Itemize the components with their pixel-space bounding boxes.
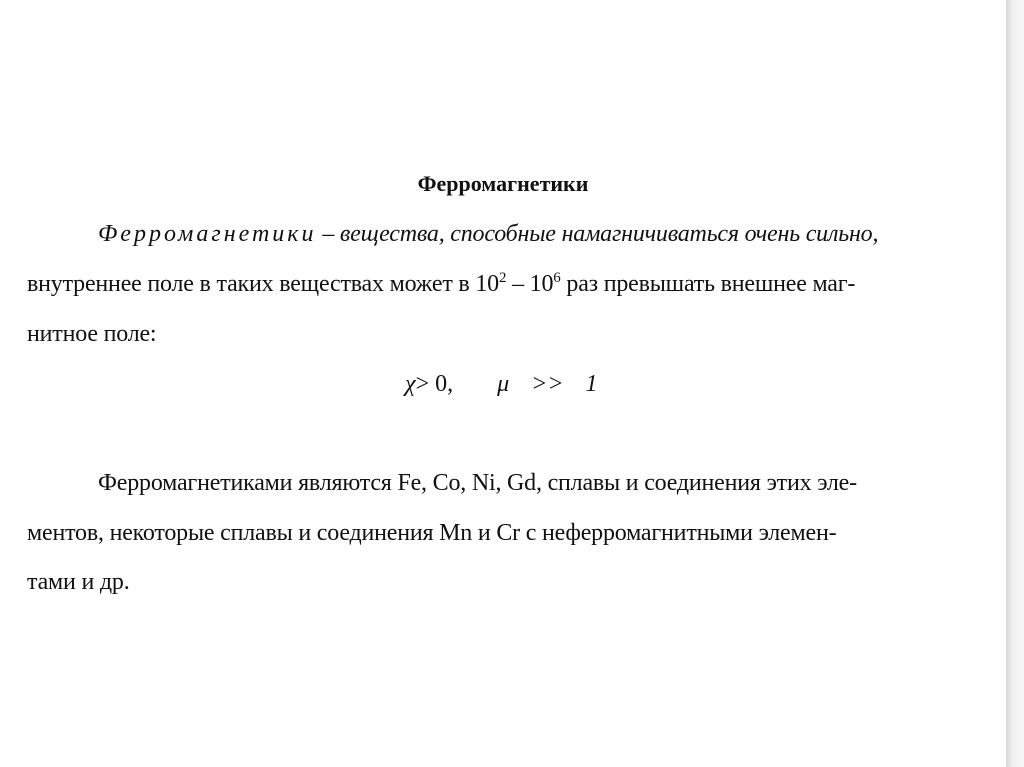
term-ferromagnetics: Ферромагнетики [98,221,317,247]
formula [405,371,598,398]
exponent-high: 6 [553,270,561,286]
definition-line-2-mid: – 10 [506,271,554,297]
definition-text: – вещества, способные намагничиваться очень сильно, [316,221,879,247]
materials-line-3: тами и др. [27,569,130,595]
page-edge-shadow [1006,0,1024,767]
definition-line-2-end: раз превышать внешнее маг- [560,271,856,297]
mu-symbol: μ [497,371,510,397]
mu-value: 1 [585,371,598,397]
definition-line-2 [27,271,855,298]
definition-line-1 [98,221,878,248]
materials-line-2: ментов, некоторые сплавы и соединения Mn и Cr с неферромагнитными элемен- [27,520,837,546]
exponent-low: 2 [498,270,507,286]
chi-symbol: χ [405,371,416,397]
definition-line-2-start: внутреннее поле в таких веществах может в 10 [27,271,499,297]
chi-relation: > 0, [415,371,454,397]
slide-heading: Ферромагнетики [417,171,589,196]
mu-relation: >> [531,371,564,397]
materials-line-1: Ферромагнетиками являются Fe, Co, Ni, Gd, сплавы и соединения этих эле- [98,470,857,496]
definition-line-3: нитное поле: [27,321,157,347]
